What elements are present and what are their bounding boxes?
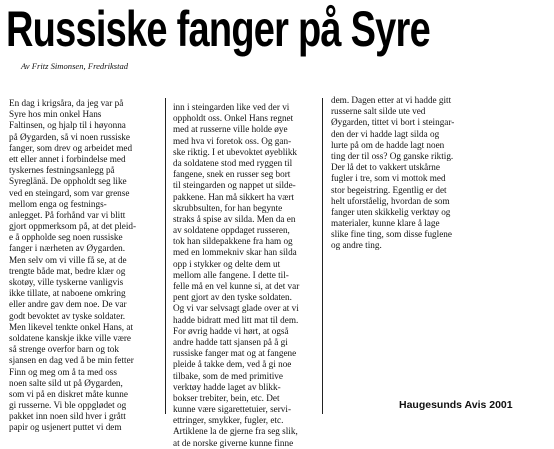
article-text-line: anlegget. På forhånd var vi blitt — [9, 209, 126, 220]
article-text-line: Artiklene la de gjerne fra seg slik, — [173, 426, 298, 437]
article-text-line: e å oppholde seg noen russiske — [9, 232, 123, 243]
article-text-line: og andre ting. — [331, 240, 382, 251]
article-text-line: slike fine ting, som disse fuglene — [331, 229, 452, 240]
article-text-line: med en lommekniv skar han silda — [173, 247, 297, 258]
article-text-line: russerne salt silde ute ved — [331, 106, 426, 117]
article-text-line: hadde bidratt med litt mat til dem. — [173, 314, 299, 325]
article-text-line: fanger, som drev og arbeidet med — [9, 142, 133, 153]
article-text-line: Og vi var selvsagt glade over at vi — [173, 303, 299, 314]
article-text-line: materialer, kunne klare å lage — [331, 218, 440, 229]
article-text-line: med hva vi foretok oss. Og gan- — [173, 135, 292, 146]
article-text-line: Finn og meg om å ta med oss — [9, 366, 117, 377]
article-text-line: ikke tillate, at naboene omkring — [9, 288, 126, 299]
article-text-line: fugler i tre, som vi mottok med — [331, 173, 446, 184]
article-text-line: bokser trebiter, bein, etc. Det — [173, 392, 280, 403]
column-divider — [165, 98, 166, 414]
article-text-line: felle må en vel kunne si, at det var — [173, 281, 300, 291]
article-text-line: på Øygarden, så vi noen russiske — [9, 131, 130, 142]
article-text-line: ved en steingard, som var grense — [9, 187, 130, 198]
article-text-line: straks å spise av silda. Men da en — [173, 213, 296, 224]
article-text-line: med at russerne ville holde øye — [173, 124, 288, 135]
article-text-line: av soldatene oppdaget russeren, — [173, 225, 290, 236]
article-text-line: opp i stykker og delte dem ut — [173, 258, 281, 269]
article-text-line: så strenge overfor barn og tok — [9, 344, 119, 355]
article-text-line: ettringer, smykker, fugler, etc. — [173, 415, 284, 426]
article-text-line: stor begeistring. Egentlig er det — [331, 184, 447, 195]
article-text-line: skrubbsulten, for han begynte — [173, 202, 283, 213]
article-text-line: kunne være sigarettetuier, servi- — [173, 404, 292, 415]
source-credit: Haugesunds Avis 2001 — [399, 399, 513, 411]
article-text-line: som vi på en diskret måte kunne — [9, 388, 128, 399]
article-text-line: helt uforståelig, hvordan de som — [331, 195, 450, 206]
article-text-line: trengte både mat, bedre klær og — [9, 265, 126, 276]
article-text-line: pakkene. Han må sikkert ha vært — [173, 191, 294, 202]
article-text-line: dem. Dagen etter at vi hadde gitt — [331, 95, 452, 105]
article-text-line: pent gjort av den tyske soldaten. — [173, 292, 292, 303]
article-text-line: lurte på om de hadde lagt noen — [331, 139, 445, 150]
headline: Russiske fanger på Syre — [6, 1, 430, 57]
article-column-1 — [9, 98, 157, 433]
article-text-line: For øvrig hadde vi hørt, at også — [173, 325, 289, 336]
article-text-line: Der lå det to vakkert utskårne — [331, 162, 440, 173]
article-text-line: noen salte sild ut på Øygarden, — [9, 377, 123, 388]
article-text-line: mellom alle fangene. I dette til- — [173, 269, 289, 280]
column-divider — [322, 98, 323, 414]
article-text-line: tyskernes festningsanlegg på — [9, 165, 115, 176]
article-text-line: tok han sildepakkene fra ham og — [173, 236, 293, 247]
article-text-line: Men selv om vi ville få se, at de — [9, 254, 127, 265]
article-text-line: andre hadde tatt sjansen på å gi — [173, 336, 288, 347]
article-text-line: den der vi hadde lagt silda og — [331, 128, 440, 139]
article-text-line: godt bevoktet av tyske soldater. — [9, 310, 126, 321]
article-text-line: oppholdt oss. Onkel Hans regnet — [173, 113, 294, 124]
article-text-line: Syreglänä. De oppholdt seg like — [9, 176, 127, 187]
article-text-line: soldatene kanskje ikke ville være — [9, 332, 131, 343]
article-text-line: verktøy hadde laget av blikk- — [173, 381, 281, 392]
article-column-2 — [173, 102, 321, 448]
article-text-line: fangene, snek en russer seg bort — [173, 169, 291, 180]
article-text-line: ett eller annet i forbindelse med — [9, 153, 126, 164]
article-text-line: En dag i krigsåra, da jeg var på — [9, 98, 124, 108]
article-text-line: russiske fanger mat og at fangene — [173, 348, 297, 359]
article-text-line: da soldatene stod med ryggen til — [173, 157, 293, 168]
article-text-line: Men likevel tenkte onkel Hans, at — [9, 321, 133, 332]
article-text-line: gjort oppmerksom på, at det pleid- — [9, 221, 137, 232]
article-text-line: ske riktig. I et ubevoktet øyeblikk — [173, 146, 298, 157]
byline: Av Fritz Simonsen, Fredrikstad — [21, 61, 129, 71]
article-text-line: fanger uten skikkelig verktøy og — [331, 206, 451, 217]
article-text-line: sjansen en dag ved å be min fetter — [9, 355, 134, 366]
article-text-line: inn i steingarden like ved der vi — [173, 102, 290, 112]
article-text-line: papir og usjenert puttet vi dem — [9, 422, 122, 433]
article-text-line: skotøy, ville tyskerne vanligvis — [9, 277, 124, 287]
article-text-line: eller andre gav dem noe. De var — [9, 299, 127, 310]
article-text-line: at de norske giverne kunne finne — [173, 437, 294, 448]
article-text-line: tilbake, som de med primitive — [173, 370, 283, 381]
article-column-3 — [331, 95, 483, 411]
article-text-line: ting der til oss? Og ganske riktig. — [331, 150, 454, 161]
article-text-line: til steingarden og nappet ut silde- — [173, 180, 296, 191]
article-text-line: mellom enga og festnings- — [9, 198, 107, 209]
article-text-line: fanger i nærheten av Øygarden. — [9, 243, 126, 254]
article-text-line: Øygarden, tittet vi bort i steingar- — [331, 117, 455, 128]
article-text-line: Faltinsen, og hjalp til i høyonna — [9, 120, 126, 131]
article-text-line: pakket inn noen sild hver i grått — [9, 411, 126, 422]
article-text-line: Syre hos min onkel Hans — [9, 109, 102, 120]
article-text-line: gi russerne. Vi ble oppglødet og — [9, 400, 127, 411]
article-text-line: pleide å takke dem, ved å gi noe — [173, 359, 292, 370]
